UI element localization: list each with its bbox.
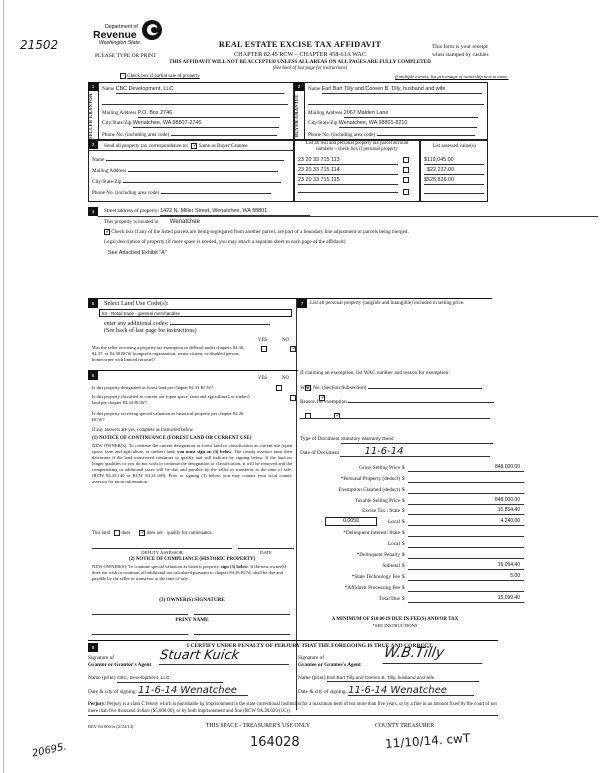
certify-statement: I CERTIFY UNDER PENALTY OF PERJURY THAT THE FOREGOING IS TRUE AND CORRECT. bbox=[186, 643, 434, 649]
notice2-bold: sign (3) below bbox=[220, 564, 248, 569]
delinquent-penalty-label: *Delinquent Penalty bbox=[356, 552, 400, 558]
seller-city-field[interactable]: Wenatchee, WA 98807-2746 bbox=[133, 120, 279, 128]
grantee-signature-label bbox=[298, 655, 361, 669]
reason-line2 bbox=[300, 418, 490, 419]
owner-signature-line[interactable] bbox=[194, 614, 290, 615]
no-header: NO bbox=[282, 376, 289, 381]
receipt-line2: when stamped by cashier. bbox=[432, 51, 490, 58]
parcel-row[interactable] bbox=[298, 157, 414, 165]
exemption-question: Was the seller receiving a property tax exemption or deferral under chapters 84.36, 84.37, or 84.38 RCW (nonprofit organization, senior citizen, or disabled person, homeowner with limited income)? bbox=[92, 345, 245, 362]
grantor-date-field[interactable]: 11-6-14 Wenatchee bbox=[138, 686, 248, 696]
partial-sale-row[interactable] bbox=[120, 73, 200, 80]
segregated-row[interactable] bbox=[104, 229, 409, 236]
state-technology-fee-label: *State Technology Fee bbox=[351, 574, 400, 580]
county-treasurer-label: COUNTY TREASURER bbox=[375, 723, 435, 729]
receipt-note bbox=[432, 44, 489, 59]
logo-line1: Department of bbox=[105, 24, 138, 30]
tax-phone-label: Phone No. (including area code) bbox=[92, 190, 160, 196]
dollar-sign: $ bbox=[402, 465, 405, 471]
margin-handwritten-number-bottom: 20695. bbox=[31, 741, 68, 760]
seller-mailing-field[interactable]: P.O. Box 2746 bbox=[138, 110, 280, 118]
located-in-label: This property is located in bbox=[104, 219, 159, 225]
tax-mailing-field[interactable] bbox=[128, 166, 278, 172]
notice-compliance-title: (2) NOTICE OF COMPLIANCE (HISTORIC PROPERTY) bbox=[128, 557, 256, 562]
excise-tax-state-field[interactable]: 10,854.40 bbox=[408, 507, 524, 515]
exemption-intro: If claiming an exemption, list WAC number and reason for exemption: bbox=[300, 370, 450, 376]
doc-type-label: Type of Document bbox=[300, 436, 340, 442]
seller-city-row[interactable] bbox=[102, 120, 279, 128]
delinquent-interest-state-label: *Delinquent Interest: State bbox=[343, 530, 400, 536]
dollar-sign: $ bbox=[402, 519, 405, 525]
tax-name-row[interactable] bbox=[92, 155, 284, 164]
historic-question: Is this property receiving special valuation as historical property per chapter 84.26 RCW? bbox=[92, 411, 244, 422]
parcel-header bbox=[294, 141, 420, 153]
section-number-8: 8 bbox=[88, 643, 98, 652]
tax-mailing-row[interactable] bbox=[92, 166, 278, 175]
personal-property-checkbox[interactable] bbox=[403, 189, 409, 195]
see-back-note: (See back of last page for instructions) bbox=[272, 66, 348, 71]
excise-tax-local-field[interactable]: 4,240.00 bbox=[408, 518, 524, 526]
receipt-number: 164028 bbox=[250, 735, 300, 750]
personal-property-checkbox[interactable] bbox=[403, 177, 409, 183]
form-title: REAL ESTATE EXCISE TAX AFFIDAVIT bbox=[218, 40, 382, 49]
grantee-name-row[interactable] bbox=[298, 675, 479, 682]
treasurer-use-label: THIS SPACE - TREASURER'S USE ONLY bbox=[206, 723, 311, 729]
parcel-header-line2: numbers – check box if personal property bbox=[316, 146, 398, 152]
perjury-bold: Perjury: bbox=[88, 702, 106, 707]
tax-name-label: Name bbox=[92, 157, 105, 163]
does-checkbox[interactable] bbox=[114, 530, 120, 536]
grantee-sig-label2: Grantee or Grantee's Agent bbox=[298, 661, 361, 668]
legal-description-field[interactable]: See Attached Exhibit "A" bbox=[108, 250, 167, 256]
divider bbox=[304, 82, 305, 140]
date-line bbox=[238, 548, 294, 549]
section6-top-rule bbox=[88, 370, 298, 371]
section8-top-rule bbox=[88, 640, 498, 641]
tax-name-field[interactable] bbox=[106, 155, 284, 161]
parcel-row[interactable] bbox=[298, 167, 414, 175]
tax-mailing-label: Mailing Address bbox=[92, 168, 127, 174]
print-name-line[interactable] bbox=[194, 634, 290, 635]
grantee-name-field[interactable]: Earl Bart Tilly and Coreen B. Tilly, husband and wife bbox=[327, 675, 479, 682]
buyer-mailing-label: Mailing Address bbox=[308, 110, 343, 116]
wac-field[interactable] bbox=[368, 383, 482, 389]
buyer-name-row[interactable] bbox=[308, 86, 482, 94]
dollar-sign: $ bbox=[402, 552, 405, 558]
dollar-sign: $ bbox=[402, 574, 405, 580]
does-label: does bbox=[121, 531, 131, 537]
dollar-sign: $ bbox=[402, 498, 405, 504]
notice2-body-b: . If the new owner(s) does not wish to continue, all additional tax calculated pursuant to chapter 84.26 RCW, shall be due and payable by the seller or transferor at the time of sale. bbox=[92, 564, 287, 581]
deputy-assessor-label: DEPUTY ASSESSOR bbox=[141, 550, 183, 555]
does-not-label: does not bbox=[146, 531, 163, 537]
section-number-5: 5 bbox=[88, 299, 98, 308]
land-use-see-back: (See back of last page for instructions) bbox=[104, 328, 197, 334]
total-due-field[interactable]: 15,099.40 bbox=[408, 595, 524, 603]
dollar-sign: $ bbox=[402, 541, 405, 547]
buyer-phone-label: Phone No. (including area code) bbox=[308, 132, 376, 138]
additional-codes-label: enter any additional codes: bbox=[104, 321, 169, 327]
grantor-name-row[interactable] bbox=[88, 675, 223, 683]
parcel-header-line1: List all real and personal property tax parcel account bbox=[305, 141, 409, 146]
no-header: NO bbox=[282, 338, 289, 343]
if-yes-instruction: If any answers are yes, complete as instructed below. bbox=[92, 428, 194, 433]
acceptance-warning: THIS AFFIDAVIT WILL NOT BE ACCEPTED UNLESS ALL AREAS ON ALL PAGES ARE FULLY COMPLETED bbox=[169, 59, 431, 65]
additional-codes-field[interactable] bbox=[170, 319, 270, 325]
personal-property-checkbox[interactable] bbox=[403, 167, 409, 173]
please-type-label: PLEASE TYPE OR PRINT bbox=[95, 53, 157, 59]
assessed-value-field[interactable]: $525,826.00 bbox=[424, 177, 484, 185]
dollar-sign: $ bbox=[402, 508, 405, 514]
seller-name-label: Name bbox=[102, 86, 115, 92]
forest-land-question: Is this property designated as forest land per chapter 84.33 RCW? bbox=[92, 385, 214, 390]
chapter-label: CHAPTER 82.45 RCW – CHAPTER 458-61A WAC bbox=[234, 51, 366, 58]
seller-side-label: SELLER GRANTOR bbox=[88, 93, 93, 139]
notice2-body-a: NEW OWNER(S): To continue special valuation as historic property, bbox=[92, 564, 220, 569]
seller-mailing-label: Mailing Address bbox=[102, 110, 137, 116]
notice-compliance-body bbox=[92, 564, 292, 582]
section-number-7: 7 bbox=[297, 299, 307, 308]
affidavit-processing-fee-field[interactable] bbox=[408, 584, 524, 592]
notice-continuance-body bbox=[92, 443, 292, 485]
tax-city-field[interactable] bbox=[123, 177, 281, 183]
logo-line3: Washington State bbox=[99, 40, 140, 47]
local-rate-field[interactable]: 0.0050 bbox=[325, 517, 377, 526]
dor-logo bbox=[93, 24, 140, 47]
dollar-sign: $ bbox=[402, 530, 405, 536]
gross-selling-price-label: Gross Selling Price bbox=[359, 465, 400, 471]
divider bbox=[88, 150, 294, 151]
doc-type-field[interactable]: Statutory Warranty Deed bbox=[341, 437, 493, 444]
same-as-buyer-label: Same as Buyer/Grantee bbox=[198, 143, 248, 150]
delinquent-penalty-field[interactable] bbox=[408, 551, 524, 559]
seller-name-line2 bbox=[102, 104, 288, 105]
section5-top-rule bbox=[88, 298, 298, 299]
delinquent-interest-local-label: Local bbox=[387, 541, 400, 547]
buyer-mailing-row[interactable] bbox=[308, 110, 478, 118]
grantee-date-row[interactable] bbox=[298, 686, 474, 696]
deputy-assessor-line bbox=[92, 548, 232, 549]
dollar-sign: $ bbox=[402, 596, 405, 602]
state-technology-fee-field[interactable]: 5.00 bbox=[408, 573, 524, 581]
section-number-4: 4 bbox=[88, 207, 98, 216]
buyer-name-field[interactable]: Earl Bart Tilly and Coreen B. Tilly, husband and wife bbox=[322, 86, 482, 94]
seller-name-row[interactable] bbox=[102, 86, 284, 94]
yes-header: YES bbox=[258, 338, 268, 343]
tax-city-row[interactable] bbox=[92, 177, 281, 186]
delinquent-interest-local-field[interactable] bbox=[408, 540, 524, 548]
doc-date-label: Date of Document bbox=[300, 450, 340, 456]
grantee-date-field[interactable]: 11-6-14 Wenatchee bbox=[348, 686, 474, 696]
segregated-label: Check box if any of the listed parcels are being segregated from another parcel, are part of a boundary line adjustment or parcels being merged. bbox=[111, 229, 409, 236]
grantor-date-label: Date & city of signing: bbox=[88, 689, 137, 695]
see-instructions-note: *SEE INSTRUCTIONS bbox=[372, 623, 418, 628]
doc-date-field[interactable]: 11-6-14 bbox=[340, 448, 490, 457]
grantee-signature-field[interactable]: W.B.Tilly bbox=[382, 645, 485, 664]
send-correspondence-label: Send all property tax correspondence to: bbox=[104, 143, 188, 150]
grantor-sig-label2: Grantor or Grantor's Agent bbox=[88, 661, 152, 668]
grantee-date-label: Date & city of signing: bbox=[298, 689, 347, 695]
notice1-bold: you must sign on (3) below bbox=[177, 448, 232, 454]
this-land-label: This land bbox=[92, 531, 110, 537]
buyer-name-line2 bbox=[308, 104, 484, 105]
located-in-row[interactable] bbox=[104, 219, 200, 227]
send-correspondence-row[interactable] bbox=[104, 143, 248, 150]
buyer-phone-field[interactable] bbox=[377, 130, 475, 136]
buyer-phone-row[interactable] bbox=[308, 130, 475, 139]
grantee-sig-label1: Signature of bbox=[298, 655, 325, 661]
grantor-name-field[interactable]: CBC, Development, LLC bbox=[117, 676, 223, 683]
treasurer-stamp-date: 11/10/14. cwT bbox=[384, 731, 471, 751]
current-use-question: Is this property classified as current use (open space, farm and agricultural, or timber) land per chapter 84.34 RCW? bbox=[92, 394, 250, 405]
excise-tax-state-label: Excise Tax : State bbox=[362, 508, 400, 514]
taxable-selling-price-label: Taxable Selling Price bbox=[354, 498, 400, 504]
parcel-number-field[interactable] bbox=[298, 187, 398, 193]
print-name-line[interactable] bbox=[92, 634, 188, 635]
section4-top-rule bbox=[98, 216, 598, 217]
dollar-sign: $ bbox=[402, 487, 405, 493]
wac-row[interactable] bbox=[300, 383, 482, 392]
taxable-selling-price-field[interactable]: 848,000.00 bbox=[408, 497, 524, 505]
margin-handwritten-number: 21502 bbox=[20, 38, 59, 52]
seller-city-label: City/State/Zip bbox=[102, 120, 132, 126]
same-as-buyer-checkbox[interactable] bbox=[191, 143, 197, 149]
reason-row[interactable] bbox=[300, 397, 494, 406]
parcel-number-field[interactable]: 23 20 33 715 114 bbox=[298, 167, 398, 175]
section7-top-rule bbox=[296, 298, 492, 299]
date-label: DATE bbox=[260, 550, 272, 555]
notice-continuance-title: (1) NOTICE OF CONTINUANCE (FOREST LAND OR CURRENT USE) bbox=[92, 436, 252, 441]
street-address-row[interactable] bbox=[104, 208, 310, 216]
parcel-row[interactable] bbox=[298, 177, 414, 185]
assessed-value-field[interactable]: $119,045.00 bbox=[424, 157, 484, 165]
seller-mailing-row[interactable] bbox=[102, 110, 280, 118]
qualify-label: qualify for continuance. bbox=[166, 531, 213, 537]
legal-description-label: Legal description of property (if more space is needed, you may attach a separate sheet to each page of the affidavit) bbox=[104, 239, 346, 245]
reason-field[interactable] bbox=[348, 397, 494, 403]
minimum-due-note: A MINIMUM OF $10.00 IS DUE IN FEE(S) AND/OR TAX bbox=[331, 617, 459, 622]
section-number-2: 2 bbox=[294, 82, 304, 91]
exemption-claimed-label: Exemption Claimed (deduct) bbox=[338, 487, 400, 493]
dollar-sign: $ bbox=[402, 476, 405, 482]
seller-phone-field[interactable] bbox=[171, 130, 277, 136]
buyer-side-label: BUYER GRANTEE bbox=[294, 94, 299, 138]
personal-property-label: List all personal property (tangible and intangible) included in selling price. bbox=[310, 300, 465, 306]
exemption-no-checkbox[interactable] bbox=[290, 346, 296, 352]
personal-property-deduct-field[interactable] bbox=[408, 475, 524, 483]
parcel-number-field[interactable]: 23 20 33 715 113 bbox=[298, 157, 398, 165]
land-qualify-row[interactable] bbox=[92, 530, 213, 537]
receipt-line1: This form is your receipt bbox=[432, 44, 488, 50]
forest-land-yes-checkbox[interactable] bbox=[276, 385, 282, 391]
parcel-row[interactable] bbox=[298, 187, 414, 196]
perjury-notice bbox=[88, 702, 498, 716]
buyer-city-field[interactable]: Wenatchee, WA 98801-8210 bbox=[339, 120, 477, 128]
reason-label: Reason for exemption bbox=[300, 399, 347, 405]
parcel-number-field[interactable]: 23 20 33 715 115 bbox=[298, 177, 398, 185]
owner-signature-line[interactable] bbox=[92, 614, 188, 615]
tax-city-label: City/State/Zip bbox=[92, 179, 122, 185]
tax-phone-row[interactable] bbox=[92, 188, 271, 197]
yes-header: YES bbox=[258, 376, 268, 381]
multiple-owners-note: If multiple owners, list percentage of ownership next to name. bbox=[395, 74, 509, 79]
dollar-sign: $ bbox=[402, 585, 405, 591]
section-number-1: 1 bbox=[88, 82, 98, 91]
land-use-title: Select Land Use Code(s): bbox=[104, 300, 169, 307]
current-use-yes-checkbox[interactable] bbox=[290, 395, 296, 401]
doc-type-row[interactable] bbox=[300, 436, 493, 444]
land-use-code-select[interactable]: 53 - Retail trade - general merchandise bbox=[99, 309, 292, 317]
gross-selling-price-field[interactable]: 848,000.00 bbox=[408, 464, 524, 472]
segregated-checkbox[interactable] bbox=[104, 229, 110, 235]
perjury-text: Perjury is a class C felony which is punishable by imprisonment in the state correctional institution for a maximum term of not more than five years, or by a fine in an amount fixed by the court of not more than five thousand dollars ($5,000.00), or by both imprisonment and fine (RCW 9A.20.020 (1C)). bbox=[88, 702, 497, 714]
divider bbox=[98, 82, 99, 140]
notice1-body-b: . The county assessor must then determine if the land transferred continues to qualify and will indicate by signing below. If the land no longer qualifies or you do not wish to continue the designation or classification, it will be removed and the compensating or additional taxes will be due and payable by the seller or transferor at the time of sale. (RCW 84.33.140 or RCW 84.34.108). Prior to signing (3) below, you may contact your local county assessor for more information. bbox=[92, 448, 292, 484]
excise-tax-local-label: Local bbox=[387, 519, 400, 525]
scan-edge bbox=[3, 0, 4, 773]
seller-phone-label: Phone No. (including area code) bbox=[102, 132, 170, 138]
partial-sale-checkbox[interactable] bbox=[120, 73, 126, 79]
affidavit-processing-fee-label: *Affidavit Processing Fee bbox=[344, 585, 400, 591]
grantor-date-row[interactable] bbox=[88, 686, 248, 696]
assessed-value-field[interactable] bbox=[424, 187, 484, 194]
grantor-name-label: Name (print) bbox=[88, 675, 116, 681]
subtotal-label: Subtotal bbox=[382, 563, 400, 569]
grantor-signature-label bbox=[88, 655, 151, 669]
personal-property-deduct-label: *Personal Property (deduct) bbox=[340, 476, 400, 482]
street-address-field[interactable]: 1422 N. Miller Street, Wenatchee, WA 98801 bbox=[160, 208, 310, 216]
personal-property-checkbox[interactable] bbox=[403, 157, 409, 163]
partial-sale-label: Check box if partial sale of property bbox=[127, 74, 200, 80]
owner-signature-label: (3) OWNER(S) SIGNATURE bbox=[159, 597, 225, 603]
does-not-checkbox[interactable] bbox=[139, 530, 145, 536]
notice1-body-a: NEW OWNER(S): To continue the current designation as forest land or classification as current use (open space, farm and agriculture, or timber) land, bbox=[92, 443, 292, 454]
subtotal-field[interactable]: 15,094.40 bbox=[408, 562, 524, 570]
delinquent-interest-state-field[interactable] bbox=[408, 529, 524, 537]
buyer-mailing-field[interactable]: 2067 Maiden Lane bbox=[344, 110, 478, 118]
doc-date-row[interactable] bbox=[300, 448, 490, 457]
exemption-yes-checkbox[interactable] bbox=[261, 346, 267, 352]
wac-label: WAC No. (Section/Subsection) bbox=[300, 385, 367, 391]
assessed-values-header: List assessed value(s) bbox=[432, 144, 476, 149]
dollar-sign: $ bbox=[402, 563, 405, 569]
total-due-label: Total Due bbox=[379, 596, 400, 602]
tax-phone-field[interactable] bbox=[161, 188, 271, 194]
exemption-claimed-field[interactable] bbox=[408, 486, 524, 494]
form-id: REV 84 0001a (2/24/14) bbox=[88, 724, 134, 729]
section-number-3: 3 bbox=[88, 140, 98, 149]
print-name-label: PRINT NAME bbox=[175, 617, 209, 623]
dor-swirl-logo-icon bbox=[141, 19, 163, 41]
grantee-name-label: Name (print) bbox=[298, 675, 326, 681]
located-in-field[interactable]: Wenatchee bbox=[169, 219, 201, 225]
assessed-value-field[interactable]: $22,237.00 bbox=[424, 167, 484, 175]
street-address-label: Street address of property: bbox=[104, 208, 159, 214]
buyer-city-row[interactable] bbox=[308, 120, 477, 128]
grantor-signature-field[interactable]: Stuart Kuick bbox=[159, 648, 291, 665]
buyer-city-label: City/State/Zip bbox=[308, 120, 338, 126]
grantor-sig-label1: Signature of bbox=[88, 655, 115, 661]
seller-name-field[interactable]: CBC Development, LLC bbox=[116, 86, 284, 94]
buyer-name-label: Name bbox=[308, 86, 321, 92]
seller-phone-row[interactable] bbox=[102, 130, 277, 139]
logo-line2: Revenue bbox=[93, 28, 137, 41]
section-number-6: 6 bbox=[88, 371, 98, 380]
